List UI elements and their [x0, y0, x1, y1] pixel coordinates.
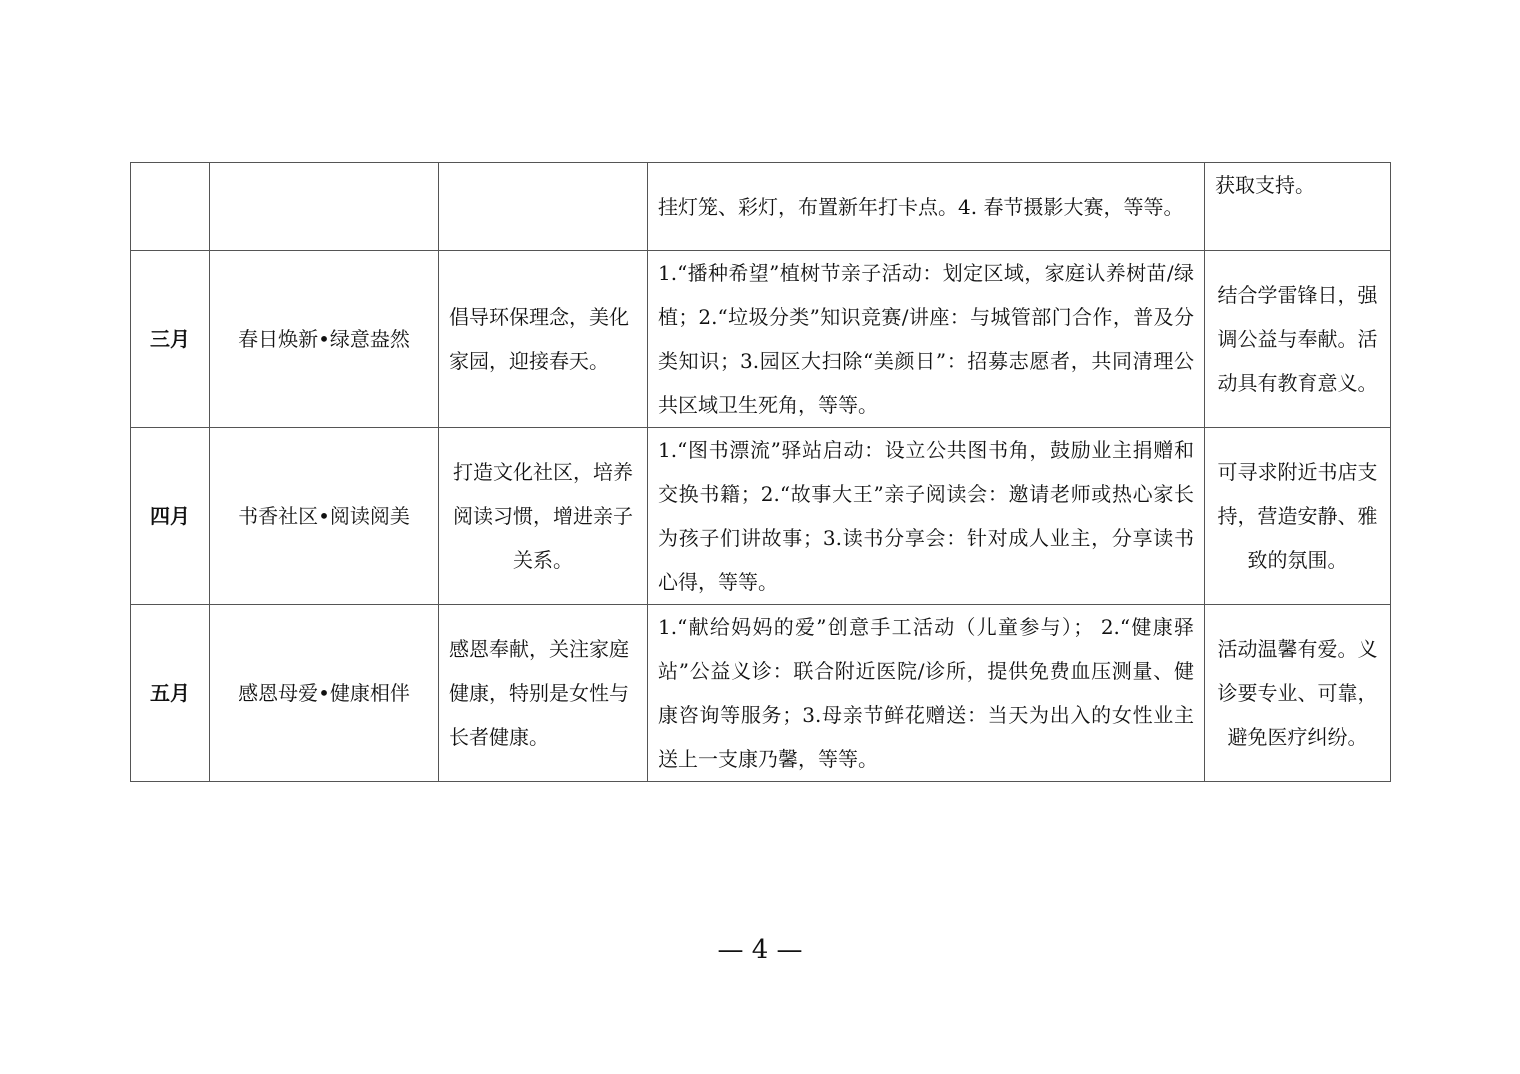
goal-cell: 打造文化社区，培养阅读习惯，增进亲子关系。 — [439, 428, 648, 605]
theme-cell — [210, 163, 439, 251]
month-cell — [131, 163, 210, 251]
theme-cell: 春日焕新•绿意盎然 — [210, 251, 439, 428]
content-cell: 挂灯笼、彩灯，布置新年打卡点。4. 春节摄影大赛，等等。 — [648, 163, 1205, 251]
note-cell: 活动温馨有爱。义诊要专业、可靠，避免医疗纠纷。 — [1205, 605, 1391, 782]
month-cell: 三月 — [131, 251, 210, 428]
activity-plan-table — [130, 162, 1391, 782]
month-cell: 五月 — [131, 605, 210, 782]
content-cell: 1.“图书漂流”驿站启动：设立公共图书角，鼓励业主捐赠和交换书籍；2.“故事大王”亲子阅读会：邀请老师或热心家长为孩子们讲故事；3.读书分享会：针对成人业主，分享读书心得，等等。 — [648, 428, 1205, 605]
note-cell: 获取支持。 — [1205, 163, 1391, 251]
goal-cell: 倡导环保理念，美化家园，迎接春天。 — [439, 251, 648, 428]
theme-cell: 感恩母爱•健康相伴 — [210, 605, 439, 782]
table-row — [131, 605, 1391, 782]
page-number: — 4 — — [717, 935, 803, 965]
table-row — [131, 163, 1391, 251]
table-row — [131, 251, 1391, 428]
note-cell: 可寻求附近书店支持，营造安静、雅致的氛围。 — [1205, 428, 1391, 605]
table-row — [131, 428, 1391, 605]
goal-cell: 感恩奉献，关注家庭健康，特别是女性与长者健康。 — [439, 605, 648, 782]
month-cell: 四月 — [131, 428, 210, 605]
note-cell: 结合学雷锋日，强调公益与奉献。活动具有教育意义。 — [1205, 251, 1391, 428]
content-cell: 1.“献给妈妈的爱”创意手工活动（儿童参与）； 2.“健康驿站”公益义诊：联合附近医院/诊所，提供免费血压测量、健康咨询等服务；3.母亲节鲜花赠送：当天为出入的女性业主送上一支康乃馨，等等。 — [648, 605, 1205, 782]
content-cell: 1.“播种希望”植树节亲子活动：划定区域，家庭认养树苗/绿植；2.“垃圾分类”知识竞赛/讲座：与城管部门合作，普及分类知识；3.园区大扫除“美颜日”：招募志愿者，共同清理公共区域卫生死角，等等。 — [648, 251, 1205, 428]
goal-cell — [439, 163, 648, 251]
theme-cell: 书香社区•阅读阅美 — [210, 428, 439, 605]
